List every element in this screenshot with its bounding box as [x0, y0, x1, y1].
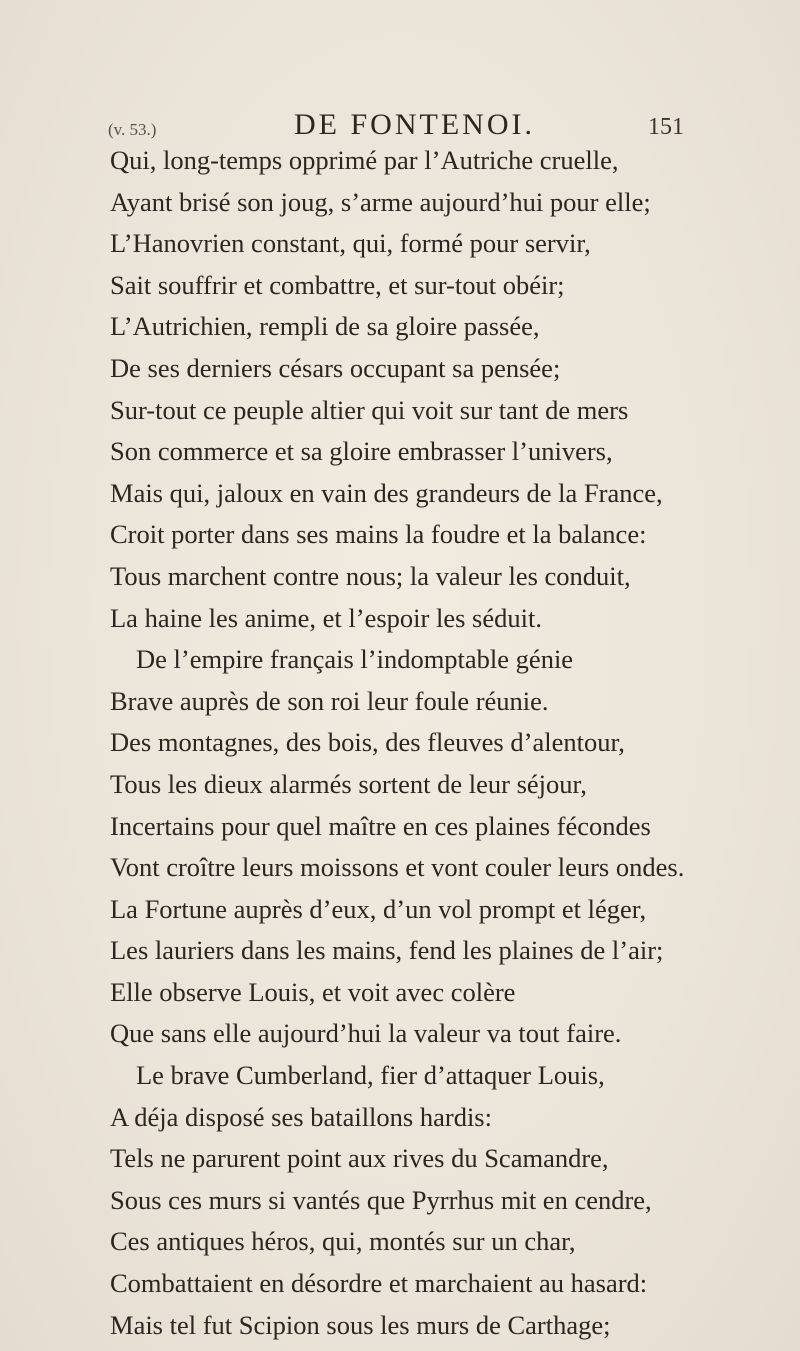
verse-line: La haine les anime, et l’espoir les séduit. [110, 602, 542, 633]
verse-line: Tous les dieux alarmés sortent de leur séjour, [110, 768, 587, 799]
verse-line: Tels ne parurent point aux rives du Scamandre, [110, 1143, 609, 1174]
verse-line: Son commerce et sa gloire embrasser l’univers, [110, 436, 613, 467]
verse-line: A déja disposé ses bataillons hardis: [110, 1101, 492, 1132]
verse-line: Que sans elle aujourd’hui la valeur va tout faire. [110, 1018, 622, 1049]
page-number: 151 [648, 114, 684, 140]
verse-line: Mais qui, jaloux en vain des grandeurs de la France, [110, 477, 663, 508]
verse-line: L’Autrichien, rempli de sa gloire passée, [110, 311, 540, 342]
verse-line: La Fortune auprès d’eux, d’un vol prompt et léger, [110, 893, 647, 924]
verse-line: De ses derniers césars occupant sa pensée; [110, 352, 561, 383]
poem-text [110, 140, 710, 1346]
verse-line: Combattaient en désordre et marchaient au hasard: [110, 1268, 648, 1299]
verse-line: Des montagnes, des bois, des fleuves d’alentour, [110, 727, 625, 758]
verse-line: L’Hanovrien constant, qui, formé pour servir, [110, 228, 591, 259]
verse-line: Sous ces murs si vantés que Pyrrhus mit en cendre, [110, 1184, 652, 1215]
verse-line: Ces antiques héros, qui, montés sur un char, [110, 1226, 576, 1257]
verse-line: Vont croître leurs moissons et vont couler leurs ondes. [110, 852, 685, 883]
page-title: DE FONTENOI. [294, 108, 535, 141]
verse-line: Croit porter dans ses mains la foudre et la balance: [110, 519, 647, 550]
verse-line: De l’empire français l’indomptable génie [136, 644, 574, 675]
verse-line: Le brave Cumberland, fier d’attaquer Louis, [136, 1060, 605, 1091]
verse-line: Sur-tout ce peuple altier qui voit sur tant de mers [110, 394, 629, 425]
verse-reference: (v. 53.) [108, 120, 157, 139]
verse-line: Qui, long-temps opprimé par l’Autriche cruelle, [110, 145, 619, 175]
verse-line: Elle observe Louis, et voit avec colère [110, 976, 516, 1007]
verse-line: Tous marchent contre nous; la valeur les conduit, [110, 560, 631, 591]
verse-line: Brave auprès de son roi leur foule réunie. [110, 685, 549, 716]
verse-line: Mais tel fut Scipion sous les murs de Carthage; [110, 1309, 611, 1340]
verse-line: Sait souffrir et combattre, et sur-tout obéir; [110, 269, 565, 300]
verse-line: Ayant brisé son joug, s’arme aujourd’hui pour elle; [110, 186, 651, 217]
verse-line: Les lauriers dans les mains, fend les plaines de l’air; [110, 935, 664, 966]
verse-line: Incertains pour quel maître en ces plaines fécondes [110, 810, 651, 841]
